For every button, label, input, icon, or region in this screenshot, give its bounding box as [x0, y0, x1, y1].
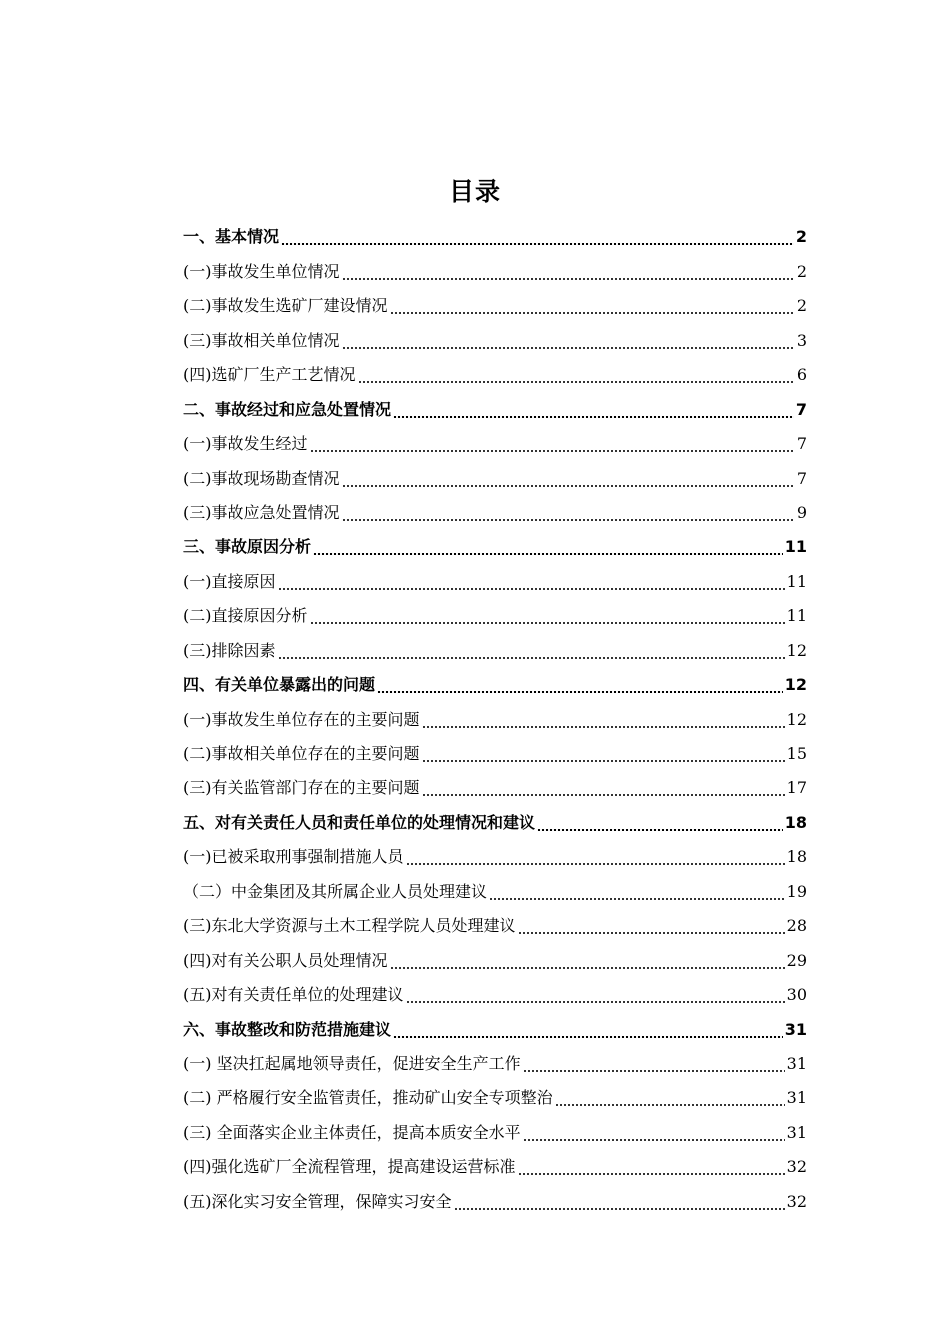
- toc-entry-label: 三、事故原因分析: [183, 537, 312, 557]
- toc-page-number: 19: [786, 881, 807, 901]
- toc-entry-label: 五、对有关责任人员和责任单位的处理情况和建议: [183, 812, 536, 832]
- toc-entry-label: (五)深化实习安全管理，保障实习安全: [183, 1191, 452, 1211]
- toc-page-number: 32: [786, 1191, 807, 1211]
- toc-subsection-entry[interactable]: [183, 289, 807, 323]
- toc-entry-label: 一、基本情况: [183, 227, 280, 247]
- toc-subsection-entry[interactable]: [183, 874, 807, 908]
- toc-entry-label: 二、事故经过和应急处置情况: [183, 399, 392, 419]
- toc-entry-label: (一) 坚决扛起属地领导责任，促进安全生产工作: [183, 1053, 521, 1073]
- toc-page-number: 2: [795, 227, 807, 247]
- dot-leader: [342, 347, 795, 349]
- dot-leader: [358, 381, 795, 383]
- toc-page-number: 31: [786, 1088, 807, 1108]
- toc-entry-label: (四)强化选矿厂全流程管理，提高建设运营标准: [183, 1157, 516, 1177]
- dot-leader: [537, 829, 783, 831]
- toc-entry-label: （二）中金集团及其所属企业人员处理建议: [183, 881, 488, 901]
- toc-subsection-entry[interactable]: [183, 909, 807, 943]
- dot-leader: [342, 519, 795, 521]
- toc-subsection-entry[interactable]: [183, 1184, 807, 1218]
- toc-entry-label: (四)选矿厂生产工艺情况: [183, 365, 356, 385]
- dot-leader: [518, 932, 785, 934]
- toc-page-number: 17: [786, 778, 807, 798]
- toc-page-number: 2: [796, 261, 807, 281]
- toc-section-entry[interactable]: [183, 220, 807, 254]
- toc-page-number: 2: [796, 296, 807, 316]
- toc-entry-label: (三)有关监管部门存在的主要问题: [183, 778, 420, 798]
- toc-subsection-entry[interactable]: [183, 358, 807, 392]
- toc-page-number: 7: [796, 468, 807, 488]
- dot-leader: [310, 622, 785, 624]
- toc-entry-label: (四)对有关公职人员处理情况: [183, 950, 388, 970]
- toc-page-number: 11: [786, 606, 807, 626]
- dot-leader: [422, 760, 785, 762]
- toc-entry-label: (一)已被采取刑事强制措施人员: [183, 847, 404, 867]
- toc-page-number: 11: [784, 537, 807, 557]
- dot-leader: [422, 794, 785, 796]
- toc-page-number: 28: [786, 916, 807, 936]
- toc-page-number: 31: [786, 1053, 807, 1073]
- toc-section-entry[interactable]: [183, 392, 807, 426]
- dot-leader: [406, 863, 785, 865]
- toc-entry-label: (一)事故发生单位存在的主要问题: [183, 709, 420, 729]
- toc-entry-label: (二) 严格履行安全监管责任，推动矿山安全专项整治: [183, 1088, 553, 1108]
- dot-leader: [310, 450, 795, 452]
- dot-leader: [555, 1104, 785, 1106]
- toc-page-number: 31: [786, 1122, 807, 1142]
- toc-page-number: 30: [786, 985, 807, 1005]
- dot-leader: [422, 726, 785, 728]
- toc-page-number: 12: [784, 675, 807, 695]
- dot-leader: [278, 588, 785, 590]
- dot-leader: [390, 312, 795, 314]
- toc-subsection-entry[interactable]: [183, 1150, 807, 1184]
- toc-page-number: 18: [784, 812, 807, 832]
- toc-page-number: 18: [786, 847, 807, 867]
- toc-subsection-entry[interactable]: [183, 323, 807, 357]
- dot-leader: [393, 1036, 783, 1038]
- dot-leader: [523, 1070, 785, 1072]
- toc-entry-label: (三)东北大学资源与土木工程学院人员处理建议: [183, 916, 516, 936]
- toc-page-number: 29: [786, 950, 807, 970]
- toc-entry-label: (三)事故相关单位情况: [183, 330, 340, 350]
- toc-subsection-entry[interactable]: [183, 978, 807, 1012]
- toc-subsection-entry[interactable]: [183, 702, 807, 736]
- toc-entry-label: (二)事故发生选矿厂建设情况: [183, 296, 388, 316]
- dot-leader: [518, 1173, 785, 1175]
- page-title: 目录: [448, 177, 501, 206]
- toc-page-number: 31: [784, 1019, 807, 1039]
- dot-leader: [390, 967, 785, 969]
- dot-leader: [377, 691, 783, 693]
- toc-subsection-entry[interactable]: [183, 943, 807, 977]
- toc-subsection-entry[interactable]: [183, 599, 807, 633]
- toc-entry-label: (二)事故现场勘查情况: [183, 468, 340, 488]
- table-of-contents: [183, 220, 807, 1219]
- toc-section-entry[interactable]: [183, 530, 807, 564]
- toc-page-number: 6: [796, 365, 807, 385]
- toc-entry-label: (二)直接原因分析: [183, 606, 308, 626]
- dot-leader: [523, 1139, 785, 1141]
- toc-entry-label: (五)对有关责任单位的处理建议: [183, 985, 404, 1005]
- toc-entry-label: (三)事故应急处置情况: [183, 502, 340, 522]
- toc-entry-label: (三) 全面落实企业主体责任，提高本质安全水平: [183, 1122, 521, 1142]
- dot-leader: [342, 485, 795, 487]
- toc-page-number: 12: [786, 640, 807, 660]
- dot-leader: [278, 657, 785, 659]
- toc-subsection-entry[interactable]: [183, 1081, 807, 1115]
- toc-section-entry[interactable]: [183, 1012, 807, 1046]
- dot-leader: [342, 278, 795, 280]
- dot-leader: [406, 1001, 785, 1003]
- toc-page-number: 7: [796, 434, 807, 454]
- toc-entry-label: (二)事故相关单位存在的主要问题: [183, 744, 420, 763]
- toc-subsection-entry[interactable]: [183, 427, 807, 461]
- toc-subsection-entry[interactable]: [183, 496, 807, 530]
- toc-entry-label: (一)事故发生经过: [183, 434, 308, 454]
- toc-entry-label: (一)直接原因: [183, 571, 276, 591]
- dot-leader: [454, 1208, 785, 1210]
- toc-page-number: 3: [796, 330, 807, 350]
- dot-leader: [313, 553, 783, 555]
- toc-entry-label: 四、有关单位暴露出的问题: [183, 675, 376, 695]
- toc-subsection-entry[interactable]: [183, 461, 807, 495]
- toc-subsection-entry[interactable]: [183, 633, 807, 667]
- toc-page-number: 12: [786, 709, 807, 729]
- toc-section-entry[interactable]: [183, 668, 807, 702]
- toc-subsection-entry[interactable]: [183, 564, 807, 598]
- toc-subsection-entry[interactable]: [183, 1115, 807, 1149]
- toc-page-number: 15: [786, 744, 807, 763]
- dot-leader: [281, 243, 794, 245]
- toc-entry-label: (一)事故发生单位情况: [183, 261, 340, 281]
- dot-leader: [393, 416, 794, 418]
- toc-subsection-entry[interactable]: [183, 840, 807, 874]
- toc-subsection-entry[interactable]: [183, 1047, 807, 1081]
- toc-page-number: 11: [786, 571, 807, 591]
- toc-section-entry[interactable]: [183, 805, 807, 839]
- toc-entry-label: (三)排除因素: [183, 640, 276, 660]
- toc-page-number: 7: [795, 399, 807, 419]
- dot-leader: [489, 898, 785, 900]
- toc-page-number: 32: [786, 1157, 807, 1177]
- toc-subsection-entry[interactable]: [183, 737, 807, 771]
- toc-subsection-entry[interactable]: [183, 254, 807, 288]
- toc-entry-label: 六、事故整改和防范措施建议: [183, 1019, 392, 1039]
- toc-subsection-entry[interactable]: [183, 771, 807, 805]
- toc-page-number: 9: [796, 502, 807, 522]
